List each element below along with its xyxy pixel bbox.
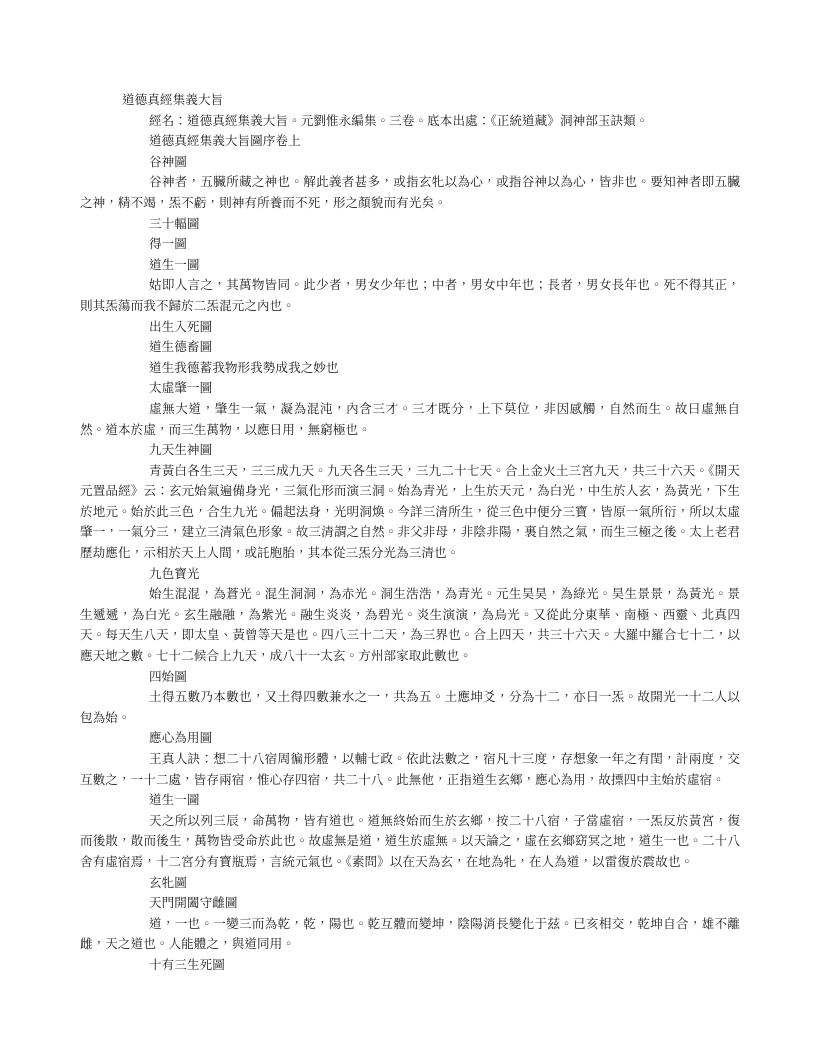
- section-heading-daoshengdexu-tu: 道生德畜圖: [149, 339, 213, 355]
- section-heading-tianmenkaihe-tu: 天門開闔守雌圖: [149, 895, 238, 911]
- paragraph-yingxinweiyong: 王真人訣：想二十八宿周徧形體，以輔七政。依此法數之，宿凡十三度，存想象一年之有閏，計兩度，交互數之，一十二處，皆存兩宿，惟心存四宿，共二十八。此無他，正指道生玄鄉，應心為用，故摽四中主始於虛宿。: [80, 751, 740, 787]
- section-heading-yingxinweiyong-tu: 應心為用圖: [149, 730, 213, 746]
- paragraph-gushen: 谷神者，五臟所藏之神也。解此義者甚多，或指玄牝以為心，或指谷神以為心，皆非也。要知神者即五臟之神，精不竭，炁不虧，則神有所養而不死，形之顏貌而有光矣。: [80, 174, 740, 210]
- section-heading-volume: 道德真經集義大旨圖序卷上: [149, 133, 301, 149]
- section-heading-chushengrusi-tu: 出生入死圖: [149, 318, 213, 334]
- paragraph-tianmenkaihe: 道，一也。一變三而為乾，乾，陽也。乾互體而變坤，陰陽消長變化于茲。已亥相交，乾坤自合，雄不離雌，天之道也。人能體之，與道同用。: [80, 915, 740, 952]
- section-heading-daoshengyi-tu-2: 道生一圖: [149, 792, 200, 808]
- section-heading-jiutianshengshen-tu: 九天生神圖: [149, 442, 213, 458]
- section-heading-deyi-tu: 得一圖: [149, 236, 187, 252]
- paragraph-daoshengyi-1: 姑即人言之，其萬物皆同。此少者，男女少年也；中者，男女中年也；長者，男女長年也。死不得其正，則其炁蕩而我不歸於二炁混元之內也。: [80, 277, 740, 313]
- paragraph-daoshengyi-2: 天之所以列三辰，命萬物，皆有道也。道無終始而生於玄鄉，按二十八宿，子當虛宿，一炁反於黃宮，復而後散，散而後生，萬物皆受命於此也。故虛無是道，道生於虛無。以天論之，虛在玄鄉窈冥之地，道生一也。二十八舍有虛宿焉，十二宮分有寶瓶焉，言統元氣也。《素問》以在天為玄，在地為牝，在人為道，以雷復於震故也。: [80, 812, 740, 869]
- paragraph-jiutianshengshen: 青黃白各生三天，三三成九天。九天各生三天，三九二十七天。合上金火土三宮九天，共三十六天。《開天元置品經》云：玄元始氣遍備身光，三氣化形而演三洞。始為青光，上生於天元，為白光，中生於人玄，為黃光，下生於地元。始於此三色，合生九光。偏起法身，光明洞煥。今詳三清所生，從三色中便分三寶，皆原一氣所衍，所以太虛肇一，一氣分三，建立三清氣色形象。故三清謂之自然。非父非母，非陰非陽，裏自然之氣，而生三極之後。太上老君歷劫應化，示相於天上人間，或託胞胎，其本從三炁分光為三清也。: [80, 462, 740, 561]
- section-heading-jiusebaoguang: 九色寶光: [149, 565, 200, 581]
- section-heading-gushen-tu: 谷神圖: [149, 153, 187, 169]
- paragraph-sishi: 土得五數乃本數也，又土得四數兼水之一，共為五。土應坤爻，分為十二，亦曰一炁。故開光一十二人以包為始。: [80, 689, 740, 725]
- section-heading-xuanpin-tu: 玄牝圖: [149, 874, 187, 890]
- section-heading-taixuzhaoyi-tu: 太虛肇一圖: [149, 380, 213, 396]
- document-title: 道德真經集義大旨: [122, 92, 224, 107]
- section-heading-sishi-tu: 四始圖: [149, 668, 187, 684]
- paragraph-taixuzhaoyi: 虛無大道，肇生一氣，凝為混沌，內含三才。三才既分，上下莫位，非因感觸，自然而生。故曰虛無自然。道本於虛，而三生萬物，以應日用，無窮極也。: [80, 400, 740, 437]
- section-heading-sanshifu-tu: 三十輻圖: [149, 215, 200, 231]
- paragraph-jiusebaoguang: 始生混混，為蒼光。混生洞洞，為赤光。洞生浩浩，為青光。元生昊昊，為綠光。昊生景景，為黃光。景生遞遞，為白光。玄生融融，為紫光。融生炎炎，為碧光。炎生演演，為烏光。又從此分東華、南極、西靈、北真四天。每天生八天，即太皇、黃曾等天是也。四八三十二天，為三界也。合上四天，共三十六天。大羅中羅合七十二，以應天地之數。七十二候合上九天，成八十一太玄。方州部家取此數也。: [80, 586, 740, 664]
- section-heading-daosheng-miao: 道生我德蓄我物形我勢成我之妙也: [149, 359, 339, 375]
- document-body: [80, 90, 740, 976]
- section-heading-shiyousanshengsi-tu: 十有三生死圖: [149, 956, 225, 972]
- section-heading-daoshengyi-tu-1: 道生一圖: [149, 256, 200, 272]
- document-metadata-line: 經名：道德真經集義大旨。元劉惟永編集。三卷。底本出處：《正統道藏》洞神部玉訣類。: [149, 112, 649, 128]
